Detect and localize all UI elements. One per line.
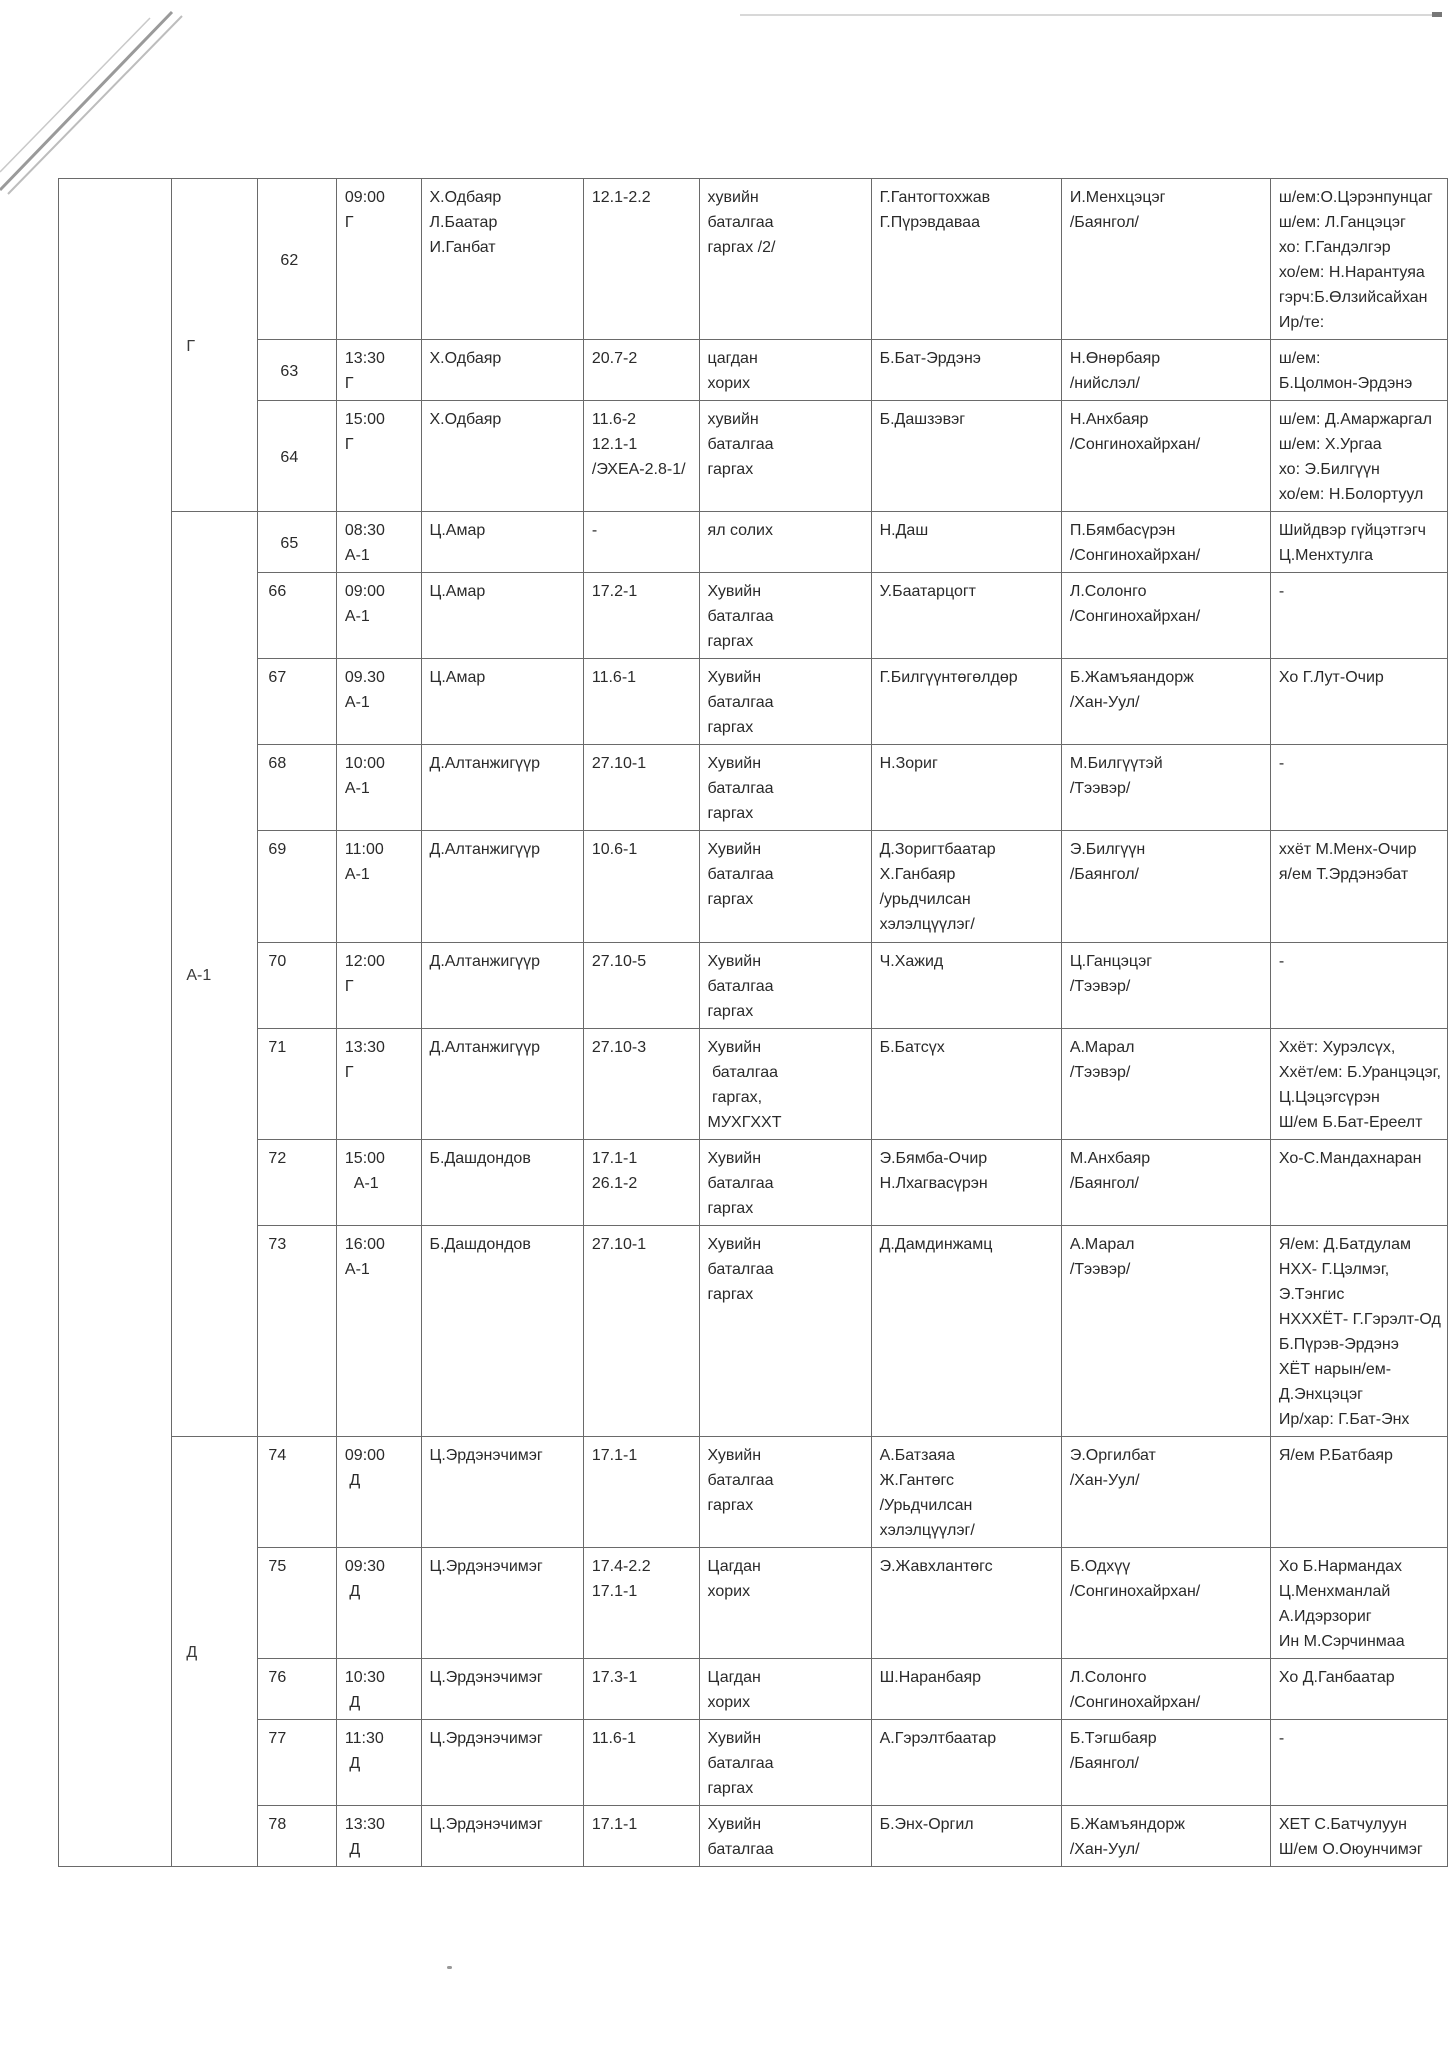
table-row xyxy=(59,659,1448,745)
scan-top-rule xyxy=(740,14,1440,16)
table-row xyxy=(59,831,1448,943)
case-number: 69 xyxy=(258,831,336,943)
law-article: 20.7-2 xyxy=(583,340,699,401)
table-row xyxy=(59,1437,1448,1548)
prosecutor-name: Н.Өнөрбаяр /нийслэл/ xyxy=(1061,340,1270,401)
case-number: 71 xyxy=(258,1029,336,1140)
decision-type: Хувийн баталгаа xyxy=(699,1806,871,1867)
case-number: 64 xyxy=(258,401,336,512)
defendant-names: Ч.Хажид xyxy=(871,943,1061,1029)
prosecutor-name: П.Бямбасүрэн /Сонгинохайрхан/ xyxy=(1061,512,1270,573)
participants: Хо Б.Нармандах Ц.Менхманлай А.Идэрзориг Ин М.Сэрчинмаа xyxy=(1270,1548,1447,1659)
table-row xyxy=(59,1720,1448,1806)
session-time: 10:30 Д xyxy=(336,1659,421,1720)
participants: - xyxy=(1270,745,1447,831)
session-time: 12:00 Г xyxy=(336,943,421,1029)
table-row xyxy=(59,1806,1448,1867)
prosecutor-name: А.Марал /Тээвэр/ xyxy=(1061,1226,1270,1437)
judge-names: Д.Алтанжигүүр xyxy=(421,1029,583,1140)
participants: ш/ем: Б.Цолмон-Эрдэнэ xyxy=(1270,340,1447,401)
case-number: 78 xyxy=(258,1806,336,1867)
case-number: 68 xyxy=(258,745,336,831)
table-row xyxy=(59,1029,1448,1140)
participants: Хо Д.Ганбаатар xyxy=(1270,1659,1447,1720)
table-row xyxy=(59,1226,1448,1437)
decision-type: Хувийн баталгаа гаргах xyxy=(699,659,871,745)
law-article: 10.6-1 xyxy=(583,831,699,943)
prosecutor-name: Э.Оргилбат /Хан-Уул/ xyxy=(1061,1437,1270,1548)
case-number: 77 xyxy=(258,1720,336,1806)
judge-names: Ц.Амар xyxy=(421,659,583,745)
table-row xyxy=(59,1140,1448,1226)
participants: - xyxy=(1270,943,1447,1029)
defendant-names: Б.Бат-Эрдэнэ xyxy=(871,340,1061,401)
prosecutor-name: Б.Одхүү /Сонгинохайрхан/ xyxy=(1061,1548,1270,1659)
session-time: 10:00 А-1 xyxy=(336,745,421,831)
decision-type: Хувийн баталгаа гаргах xyxy=(699,1437,871,1548)
table-row xyxy=(59,401,1448,512)
law-article: 17.1-1 26.1-2 xyxy=(583,1140,699,1226)
case-number: 70 xyxy=(258,943,336,1029)
defendant-names: Д.Зоригтбаатар Х.Ганбаяр /урьдчилсан хэлэлцүүлэг/ xyxy=(871,831,1061,943)
room-group-label: Д xyxy=(172,1437,258,1867)
session-time: 16:00 А-1 xyxy=(336,1226,421,1437)
left-margin-cell xyxy=(59,179,172,1867)
law-article: 11.6-1 xyxy=(583,659,699,745)
case-number: 63 xyxy=(258,340,336,401)
room-group-label: Г xyxy=(172,179,258,512)
session-time: 09.30 А-1 xyxy=(336,659,421,745)
table-row xyxy=(59,573,1448,659)
scan-speck xyxy=(447,1966,452,1969)
judge-names: Д.Алтанжигүүр xyxy=(421,943,583,1029)
law-article: - xyxy=(583,512,699,573)
session-time: 15:00 Г xyxy=(336,401,421,512)
law-article: 27.10-3 xyxy=(583,1029,699,1140)
participants: - xyxy=(1270,573,1447,659)
defendant-names: Б.Энх-Оргил xyxy=(871,1806,1061,1867)
decision-type: цагдан хорих xyxy=(699,340,871,401)
law-article: 17.3-1 xyxy=(583,1659,699,1720)
law-article: 17.4-2.2 17.1-1 xyxy=(583,1548,699,1659)
participants: ХЕТ С.Батчулуун Ш/ем О.Оюунчимэг xyxy=(1270,1806,1447,1867)
judge-names: Ц.Амар xyxy=(421,573,583,659)
defendant-names: Э.Бямба-Очир Н.Лхагвасүрэн xyxy=(871,1140,1061,1226)
case-number: 66 xyxy=(258,573,336,659)
participants: Я/ем Р.Батбаяр xyxy=(1270,1437,1447,1548)
session-time: 08:30 А-1 xyxy=(336,512,421,573)
prosecutor-name: Б.Тэгшбаяр /Баянгол/ xyxy=(1061,1720,1270,1806)
case-number: 75 xyxy=(258,1548,336,1659)
participants: Шийдвэр гүйцэтгэгч Ц.Менхтулга xyxy=(1270,512,1447,573)
decision-type: Хувийн баталгаа гаргах xyxy=(699,573,871,659)
case-number: 74 xyxy=(258,1437,336,1548)
judge-names: Д.Алтанжигүүр xyxy=(421,831,583,943)
room-group-label: А-1 xyxy=(172,512,258,1437)
session-time: 15:00 А-1 xyxy=(336,1140,421,1226)
schedule-table xyxy=(58,178,1448,1867)
law-article: 17.1-1 xyxy=(583,1437,699,1548)
judge-names: Х.Одбаяр Л.Баатар И.Ганбат xyxy=(421,179,583,340)
decision-type: ял солих xyxy=(699,512,871,573)
judge-names: Б.Дашдондов xyxy=(421,1226,583,1437)
participants: Хо Г.Лут-Очир xyxy=(1270,659,1447,745)
judge-names: Ц.Эрдэнэчимэг xyxy=(421,1806,583,1867)
participants: - xyxy=(1270,1720,1447,1806)
case-number: 72 xyxy=(258,1140,336,1226)
judge-names: Ц.Эрдэнэчимэг xyxy=(421,1437,583,1548)
scan-mark xyxy=(1432,12,1442,17)
judge-names: Ц.Эрдэнэчимэг xyxy=(421,1548,583,1659)
defendant-names: Г.Гантогтохжав Г.Пүрэвдаваа xyxy=(871,179,1061,340)
session-time: 13:30 Г xyxy=(336,340,421,401)
judge-names: Х.Одбаяр xyxy=(421,340,583,401)
participants: ш/ем: Д.Амаржаргал ш/ем: Х.Ургаа хо: Э.Билгүүн хо/ем: Н.Болортуул xyxy=(1270,401,1447,512)
defendant-names: Д.Дамдинжамц xyxy=(871,1226,1061,1437)
participants: Хо-С.Мандахнаран xyxy=(1270,1140,1447,1226)
table-row xyxy=(59,512,1448,573)
law-article: 27.10-1 xyxy=(583,1226,699,1437)
table-row xyxy=(59,1548,1448,1659)
prosecutor-name: Б.Жамъяндорж /Хан-Уул/ xyxy=(1061,1806,1270,1867)
table-row xyxy=(59,340,1448,401)
session-time: 09:00 Д xyxy=(336,1437,421,1548)
participants: ххёт М.Менх-Очир я/ем Т.Эрдэнэбат xyxy=(1270,831,1447,943)
defendant-names: А.Батзаяа Ж.Гантөгс /Урьдчилсан хэлэлцүүлэг/ xyxy=(871,1437,1061,1548)
defendant-names: Б.Дашзэвэг xyxy=(871,401,1061,512)
participants: ш/ем:О.Цэрэнпунцаг ш/ем: Л.Ганцэцэг хо: Г.Гандэлгэр хо/ем: Н.Нарантуяа гэрч:Б.Өлзийсайхан Ир/те: xyxy=(1270,179,1447,340)
table-row xyxy=(59,745,1448,831)
law-article: 12.1-2.2 xyxy=(583,179,699,340)
defendant-names: Н.Даш xyxy=(871,512,1061,573)
defendant-names: Н.Зориг xyxy=(871,745,1061,831)
decision-type: Цагдан хорих xyxy=(699,1548,871,1659)
decision-type: Хувийн баталгаа гаргах xyxy=(699,1226,871,1437)
case-number: 65 xyxy=(258,512,336,573)
table-row xyxy=(59,1659,1448,1720)
judge-names: Х.Одбаяр xyxy=(421,401,583,512)
participants: Ххёт: Хурэлсүх, Ххёт/ем: Б.Уранцэцэг, Ц.Цэцэгсүрэн Ш/ем Б.Бат-Ереелт xyxy=(1270,1029,1447,1140)
decision-type: Хувийн баталгаа гаргах xyxy=(699,745,871,831)
law-article: 17.1-1 xyxy=(583,1806,699,1867)
defendant-names: Б.Батсүх xyxy=(871,1029,1061,1140)
judge-names: Б.Дашдондов xyxy=(421,1140,583,1226)
law-article: 27.10-5 xyxy=(583,943,699,1029)
decision-type: Хувийн баталгаа гаргах xyxy=(699,943,871,1029)
judge-names: Д.Алтанжигүүр xyxy=(421,745,583,831)
decision-type: Хувийн баталгаа гаргах, МУХГХХТ xyxy=(699,1029,871,1140)
session-time: 09:00 А-1 xyxy=(336,573,421,659)
prosecutor-name: Л.Солонго /Сонгинохайрхан/ xyxy=(1061,573,1270,659)
decision-type: Хувийн баталгаа гаргах xyxy=(699,831,871,943)
participants: Я/ем: Д.Батдулам НХХ- Г.Цэлмэг, Э.Тэнгис НХХХЁТ- Г.Гэрэлт-Од Б.Пүрэв-Эрдэнэ ХЁТ нарын/ем- Д.Энхцэцэг Ир/хар: Г.Бат-Энх xyxy=(1270,1226,1447,1437)
judge-names: Ц.Эрдэнэчимэг xyxy=(421,1659,583,1720)
case-number: 76 xyxy=(258,1659,336,1720)
decision-type: хувийн баталгаа гаргах xyxy=(699,401,871,512)
law-article: 27.10-1 xyxy=(583,745,699,831)
defendant-names: А.Гэрэлтбаатар xyxy=(871,1720,1061,1806)
case-number: 62 xyxy=(258,179,336,340)
decision-type: хувийн баталгаа гаргах /2/ xyxy=(699,179,871,340)
decision-type: Цагдан хорих xyxy=(699,1659,871,1720)
prosecutor-name: Б.Жамъяандорж /Хан-Уул/ xyxy=(1061,659,1270,745)
decision-type: Хувийн баталгаа гаргах xyxy=(699,1140,871,1226)
decision-type: Хувийн баталгаа гаргах xyxy=(699,1720,871,1806)
case-number: 73 xyxy=(258,1226,336,1437)
judge-names: Ц.Эрдэнэчимэг xyxy=(421,1720,583,1806)
prosecutor-name: Ц.Ганцэцэг /Тээвэр/ xyxy=(1061,943,1270,1029)
law-article: 11.6-1 xyxy=(583,1720,699,1806)
prosecutor-name: М.Анхбаяр /Баянгол/ xyxy=(1061,1140,1270,1226)
prosecutor-name: Э.Билгүүн /Баянгол/ xyxy=(1061,831,1270,943)
defendant-names: У.Баатарцогт xyxy=(871,573,1061,659)
session-time: 13:30 Г xyxy=(336,1029,421,1140)
prosecutor-name: Л.Солонго /Сонгинохайрхан/ xyxy=(1061,1659,1270,1720)
law-article: 17.2-1 xyxy=(583,573,699,659)
table-row xyxy=(59,943,1448,1029)
session-time: 11:00 А-1 xyxy=(336,831,421,943)
judge-names: Ц.Амар xyxy=(421,512,583,573)
defendant-names: Э.Жавхлантөгс xyxy=(871,1548,1061,1659)
session-time: 13:30 Д xyxy=(336,1806,421,1867)
prosecutor-name: И.Менхцэцэг /Баянгол/ xyxy=(1061,179,1270,340)
table-row xyxy=(59,179,1448,340)
defendant-names: Г.Билгүүнтөгөлдөр xyxy=(871,659,1061,745)
defendant-names: Ш.Наранбаяр xyxy=(871,1659,1061,1720)
prosecutor-name: М.Билгүүтэй /Тээвэр/ xyxy=(1061,745,1270,831)
session-time: 09:30 Д xyxy=(336,1548,421,1659)
prosecutor-name: А.Марал /Тээвэр/ xyxy=(1061,1029,1270,1140)
session-time: 11:30 Д xyxy=(336,1720,421,1806)
prosecutor-name: Н.Анхбаяр /Сонгинохайрхан/ xyxy=(1061,401,1270,512)
case-number: 67 xyxy=(258,659,336,745)
session-time: 09:00 Г xyxy=(336,179,421,340)
law-article: 11.6-2 12.1-1 /ЭХЕА-2.8-1/ xyxy=(583,401,699,512)
